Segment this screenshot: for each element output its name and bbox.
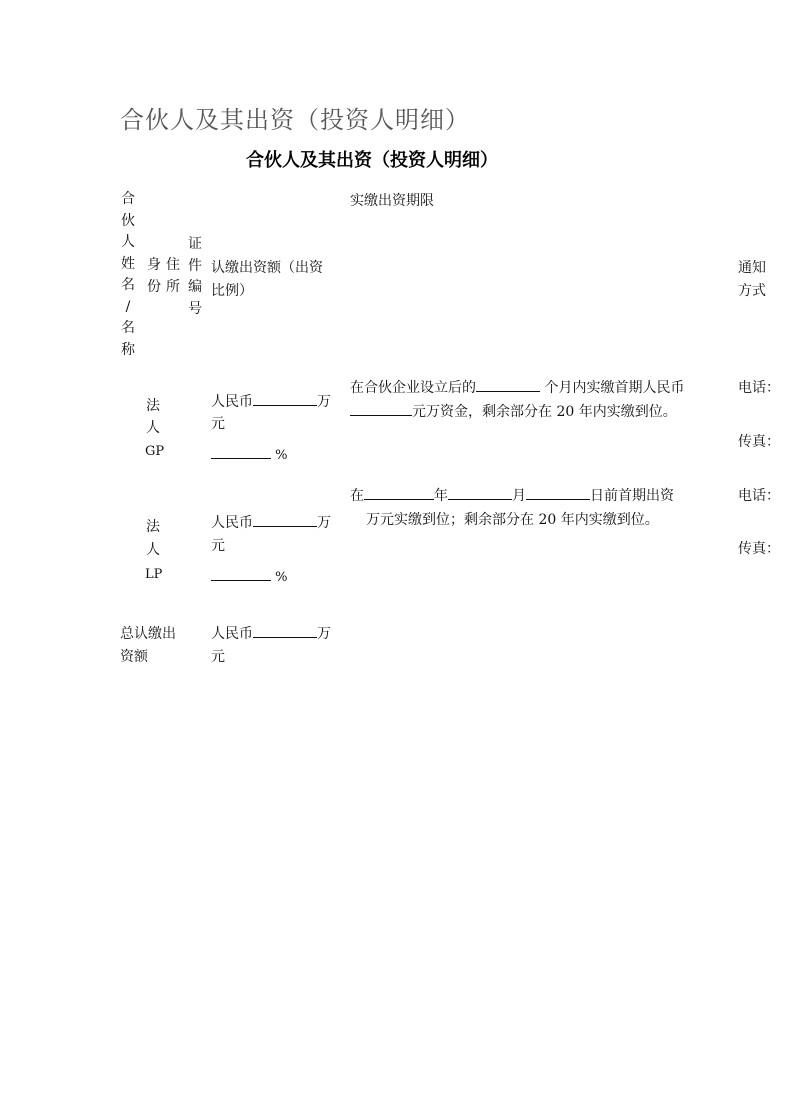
- row2-term-line1: [350, 484, 674, 508]
- row1-term-blank-amount[interactable]: [350, 401, 412, 416]
- row2-phone: 电话：: [738, 488, 780, 504]
- row2-amount-suffix: 万: [317, 515, 331, 531]
- header-name-char: 姓: [121, 255, 135, 272]
- row2-term-text-a: 在: [350, 488, 364, 504]
- row1-amount-suffix: 万: [317, 394, 331, 410]
- row2-term-blank-year[interactable]: [364, 485, 434, 500]
- row2-amount-blank[interactable]: [253, 512, 317, 527]
- total-label-line1: 总认缴出: [120, 626, 176, 642]
- row2-amount-line2: 元: [211, 538, 225, 554]
- header-name-char: 人: [121, 234, 135, 250]
- row1-partner-type: GP: [145, 444, 165, 459]
- header-identity-char: 身: [147, 257, 161, 273]
- row2-term-blank-month[interactable]: [448, 485, 512, 500]
- row1-fax: 传真：: [738, 434, 780, 450]
- row2-term-text-c: 月: [512, 488, 526, 504]
- header-id-number-char: 号: [188, 300, 202, 317]
- header-name-char: /: [125, 298, 131, 315]
- row2-amount-prefix: 人民币: [211, 515, 253, 531]
- row1-term-blank-months[interactable]: [476, 377, 540, 392]
- row1-identity-char1: 法: [146, 398, 160, 414]
- header-name-char: 伙: [121, 212, 135, 229]
- header-notice-line2: 方式: [738, 283, 766, 299]
- row2-term-text-d: 日前首期出资: [590, 488, 674, 504]
- header-name-char: 称: [121, 341, 135, 358]
- row1-percent-line: [211, 444, 288, 468]
- header-name-char: 合: [121, 191, 135, 207]
- row1-percent-sign: %: [275, 448, 288, 463]
- row1-amount-blank[interactable]: [253, 391, 317, 406]
- row1-term-text-b: 个月内实缴首期人民币: [544, 380, 685, 396]
- header-identity: [146, 255, 162, 298]
- header-subscribed-line1: 认缴出资额（出资: [211, 260, 323, 276]
- row1-identity-char2: 人: [146, 420, 160, 436]
- header-id-number-char: 证: [188, 236, 202, 252]
- row1-amount-line2: 元: [211, 416, 225, 432]
- row2-percent-line: [211, 566, 288, 590]
- row2-identity-char1: 法: [146, 519, 160, 535]
- document-title: 合伙人及其出资（投资人明细）: [120, 106, 470, 134]
- header-address-char: 所: [166, 278, 180, 295]
- row2-fax: 传真：: [738, 541, 780, 557]
- total-amount-prefix: 人民币: [211, 626, 253, 642]
- total-label-line2: 资额: [120, 649, 148, 665]
- row2-percent-sign: %: [275, 570, 288, 585]
- header-id-number-char: 件: [188, 257, 202, 274]
- row2-partner-type: LP: [145, 567, 163, 582]
- table-title: 合伙人及其出资（投资人明细）: [246, 150, 498, 171]
- header-address-char: 住: [166, 257, 180, 273]
- total-amount-line1: [211, 622, 331, 646]
- row1-term-line2: [350, 400, 677, 424]
- total-amount-suffix: 万: [317, 626, 331, 642]
- header-name-char: 名: [121, 277, 135, 293]
- header-id-number-char: 编: [188, 279, 202, 295]
- row1-phone: 电话：: [738, 380, 780, 396]
- row2-amount-line1: [211, 511, 331, 535]
- header-paid-in-term: 实缴出资期限: [350, 193, 434, 209]
- row1-term-line1: [350, 376, 684, 400]
- header-notice-line1: 通知: [738, 260, 766, 276]
- header-name: [120, 189, 136, 361]
- row1-amount-prefix: 人民币: [211, 394, 253, 410]
- total-amount-blank[interactable]: [253, 623, 317, 638]
- row2-term-line2: 万元实缴到位；剩余部分在 20 年内实缴到位。: [366, 512, 659, 528]
- row1-percent-blank[interactable]: [211, 444, 271, 459]
- total-amount-line2: 元: [211, 649, 225, 665]
- header-identity-char: 份: [147, 278, 161, 295]
- row2-percent-blank[interactable]: [211, 566, 271, 581]
- row1-term-text-a: 在合伙企业设立后的: [350, 380, 476, 396]
- row1-term-text-c: 元万资金，剩余部分在 20 年内实缴到位。: [412, 404, 677, 420]
- header-subscribed-line2: 比例）: [211, 283, 253, 299]
- row2-term-blank-day[interactable]: [526, 485, 590, 500]
- row2-identity-char2: 人: [146, 542, 160, 558]
- header-id-number: [187, 234, 203, 320]
- header-address: [165, 255, 181, 298]
- header-name-char: 名: [121, 320, 135, 336]
- row2-term-text-b: 年: [434, 488, 448, 504]
- row1-amount-line1: [211, 390, 331, 414]
